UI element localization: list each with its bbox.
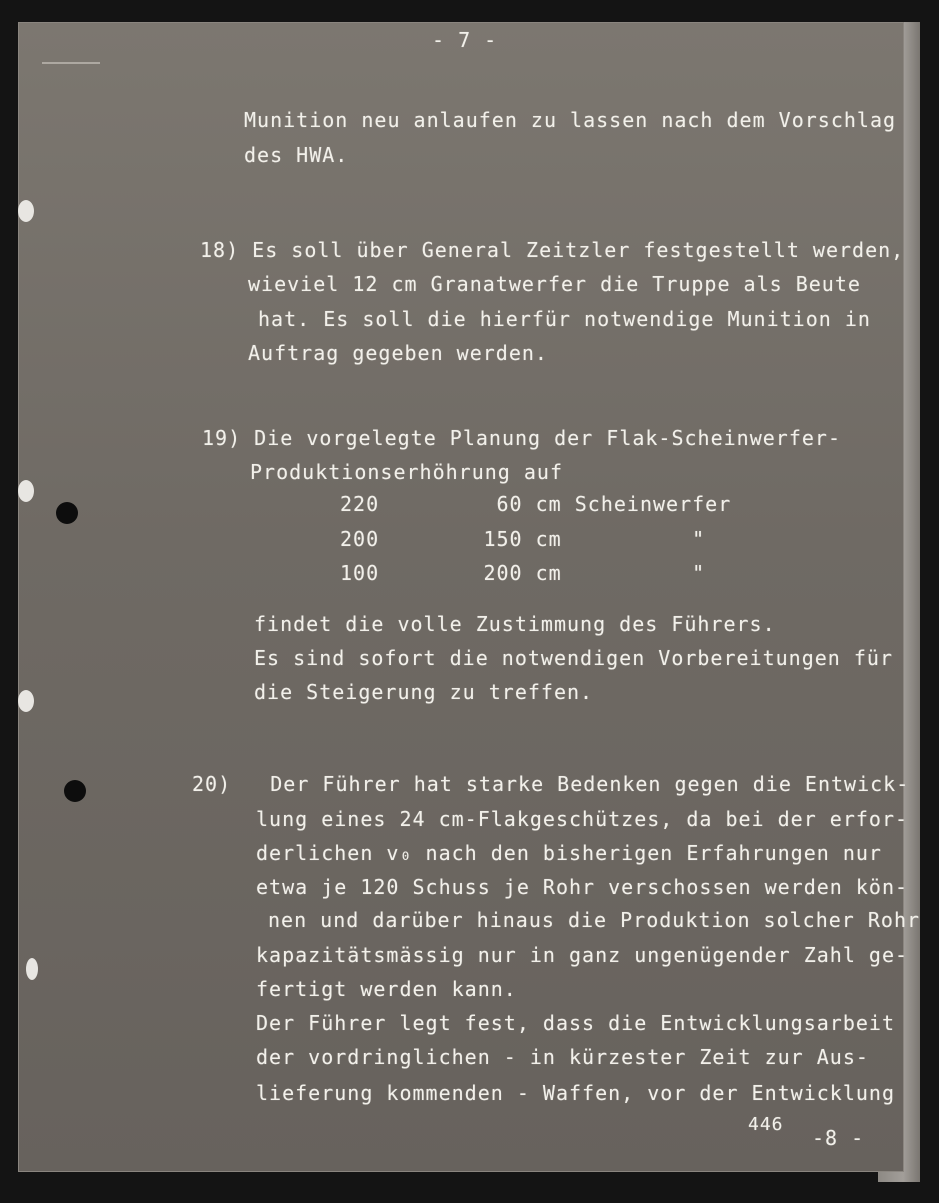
text-line: derlichen v₀ nach den bisherigen Erfahrungen nur xyxy=(256,841,882,865)
margin-notch xyxy=(18,480,34,502)
item-19: 19) Die vorgelegte Planung der Flak-Scheinwerfer- xyxy=(202,426,842,450)
punch-hole xyxy=(56,502,78,524)
text-line: der vordringlichen - in kürzester Zeit zur Aus- xyxy=(256,1045,869,1069)
page-number: - 7 - xyxy=(432,28,498,52)
punch-hole xyxy=(64,780,86,802)
text-line: Produktionserhöhrung auf xyxy=(250,460,563,484)
text-line: wieviel 12 cm Granatwerfer die Truppe als Beute xyxy=(248,272,861,296)
text-line: die Steigerung zu treffen. xyxy=(254,680,594,704)
text-line: lung eines 24 cm-Flakgeschützes, da bei der erfor- xyxy=(256,807,909,831)
margin-notch xyxy=(26,958,38,980)
table-row: 220 60 cm Scheinwerfer xyxy=(340,492,732,516)
text-line: nen und darüber hinaus die Produktion solcher Rohr xyxy=(268,908,921,932)
text-line: Munition neu anlaufen zu lassen nach dem Vorschlag xyxy=(244,108,897,132)
text-line: fertigt werden kann. xyxy=(256,977,517,1001)
item-20: 20) Der Führer hat starke Bedenken gegen die Entwick- xyxy=(192,772,910,796)
text-line: kapazitätsmässig nur in ganz ungenügender Zahl ge- xyxy=(256,943,909,967)
table-row: 100 200 cm " xyxy=(340,561,706,585)
text-line: hat. Es soll die hierfür notwendige Munition in xyxy=(258,307,871,331)
margin-notch xyxy=(18,200,34,222)
text-line: Der Führer legt fest, dass die Entwicklungsarbeit xyxy=(256,1011,896,1035)
pencil-mark xyxy=(42,62,100,64)
archive-stamp: 446 xyxy=(748,1114,784,1135)
text-line: Es sind sofort die notwendigen Vorbereitungen für xyxy=(254,646,894,670)
text-line: etwa je 120 Schuss je Rohr verschossen werden kön- xyxy=(256,875,909,899)
text-line: lieferung kommenden - Waffen, vor der Entwicklung xyxy=(256,1081,896,1105)
next-page-number: -8 - xyxy=(812,1126,865,1150)
text-line: des HWA. xyxy=(244,143,349,167)
margin-notch xyxy=(18,690,34,712)
item-18: 18) Es soll über General Zeitzler festgestellt werden, xyxy=(200,238,905,262)
text-line: Auftrag gegeben werden. xyxy=(248,341,548,365)
text-line: findet die volle Zustimmung des Führers. xyxy=(254,612,776,636)
table-row: 200 150 cm " xyxy=(340,527,706,551)
